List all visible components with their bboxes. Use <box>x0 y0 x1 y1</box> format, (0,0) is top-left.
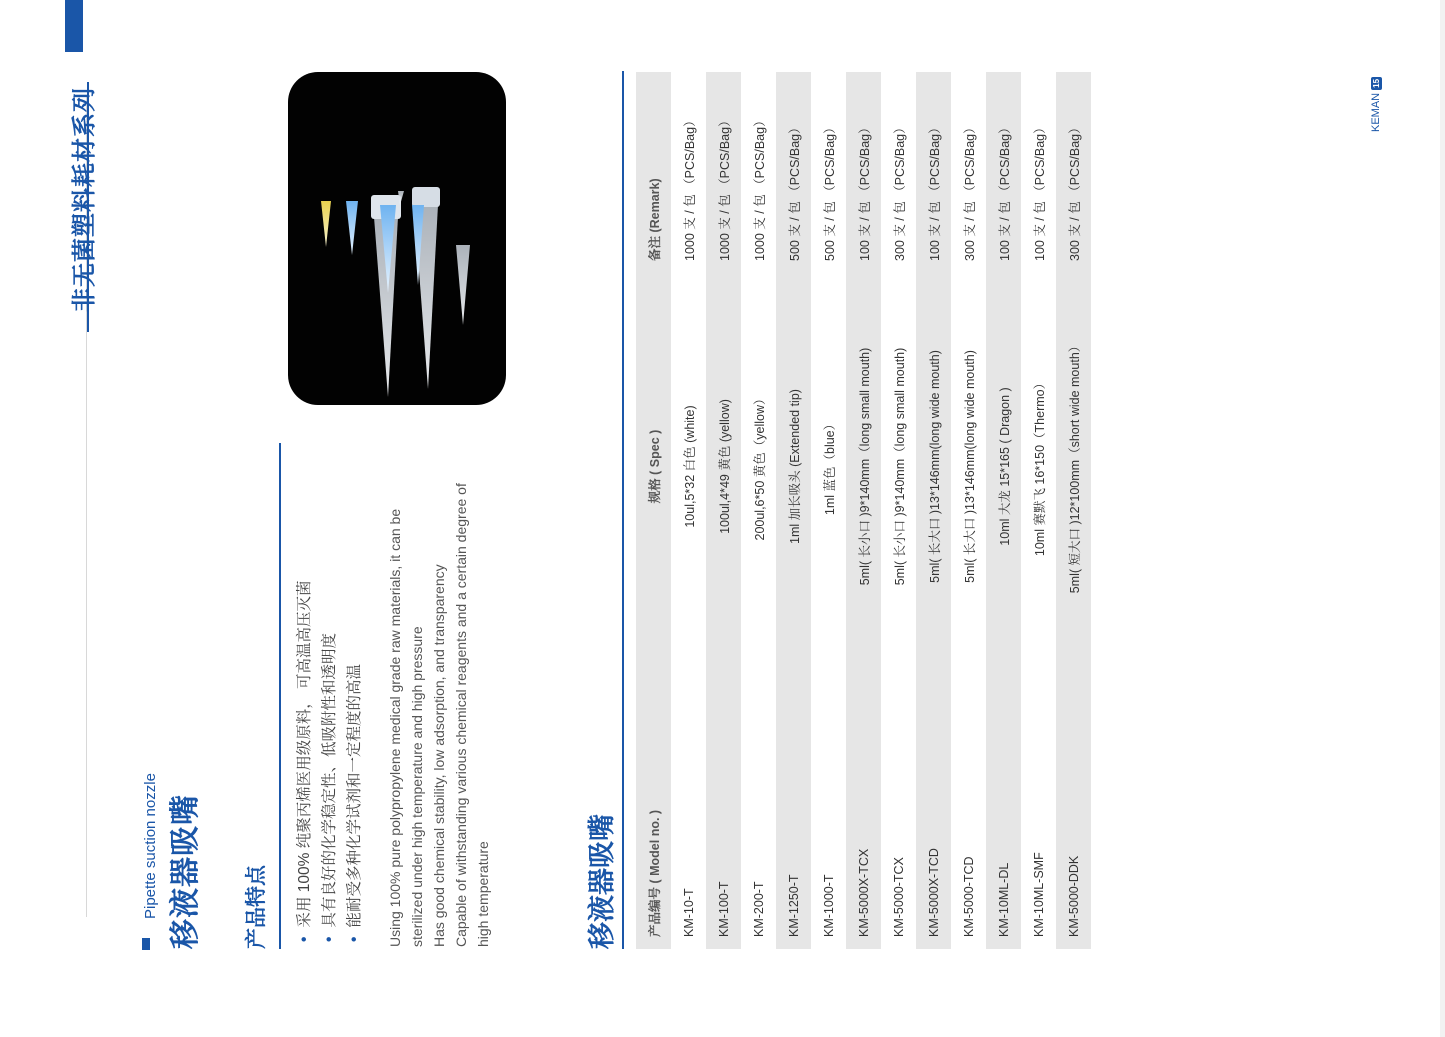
cell-remark: 500 支 / 包 （PCS/Bag） <box>822 121 837 261</box>
header-spec: 规格 ( Spec ) <box>647 429 662 504</box>
cell-model: KM-5000-DDK <box>1066 855 1081 937</box>
cell-remark: 300 支 / 包 （PCS/Bag） <box>962 121 977 261</box>
table-header-row <box>636 72 671 949</box>
table-row <box>741 72 776 949</box>
description-line: Has good chemical stability, low adsorption, and transparency <box>431 564 447 947</box>
feature-item: • 具有良好的化学稳定性、低吸附性和透明度 <box>317 580 342 942</box>
cell-remark: 500 支 / 包 （PCS/Bag） <box>787 121 802 261</box>
table-row <box>951 72 986 949</box>
cell-model: KM-5000X-TCD <box>926 848 941 937</box>
pipette-tip <box>321 201 331 247</box>
cell-model: KM-5000-TCD <box>961 856 976 937</box>
features-description-en <box>384 483 494 947</box>
product-name-en: Pipette suction nozzle <box>142 773 159 919</box>
corner-accent-block <box>65 0 83 52</box>
pipette-tips-illustration <box>288 72 506 405</box>
cell-model: KM-1000-T <box>821 874 836 937</box>
cell-model: KM-200-T <box>751 881 766 937</box>
cell-remark: 100 支 / 包 （PCS/Bag） <box>1032 121 1047 261</box>
pipette-tip <box>346 201 358 255</box>
cell-remark: 100 支 / 包 （PCS/Bag） <box>927 121 942 261</box>
cell-spec: 10ml 赛默飞 16*150（Thermo） <box>1032 376 1047 557</box>
cell-spec: 5ml( 短大口 )12*100mm（short wide mouth） <box>1067 339 1082 594</box>
cell-remark: 1000 支 / 包 （PCS/Bag） <box>752 114 767 261</box>
cell-spec: 200ul,6*50 黄色（yellow） <box>752 392 767 541</box>
cell-spec: 5ml( 长大口 )13*146mm(long wide mouth) <box>927 350 942 583</box>
description-line: sterilized under high temperature and high pressure <box>409 626 425 947</box>
product-photo <box>288 72 506 405</box>
feature-item: • 采用 100% 纯聚丙烯医用级原料， 可高温高压灭菌 <box>292 580 317 942</box>
features-rule <box>279 443 281 949</box>
cell-spec: 5ml( 长小口 )9*140mm（long small mouth) <box>857 347 872 586</box>
description-line: high temperature <box>475 841 491 947</box>
cell-model: KM-5000X-TCX <box>856 848 871 937</box>
table-row <box>776 72 811 949</box>
cell-model: KM-100-T <box>716 881 731 937</box>
feature-list <box>292 580 367 942</box>
table-row <box>706 72 741 949</box>
table-section-rule <box>622 71 624 949</box>
feature-item: • 能耐受多种化学试剂和一定程度的高温 <box>342 580 367 942</box>
cell-spec: 10ul,5*32 白色 (white) <box>682 405 697 528</box>
header-model: 产品编号 ( Model no. ) <box>647 809 662 937</box>
description-line: Using 100% pure polypropylene medical grade raw materials, it can be <box>387 508 403 947</box>
cell-model: KM-10ML-SMF <box>1031 852 1046 937</box>
cell-model: KM-10ML-DL <box>996 862 1011 937</box>
features-title: 产品特点 <box>245 865 268 949</box>
table-row <box>916 72 951 949</box>
table-row <box>881 72 916 949</box>
cell-spec: 100ul,4*49 黄色 (yellow) <box>717 399 732 534</box>
brand-name: KEMAN <box>1370 92 1382 132</box>
product-accent-bar <box>142 938 150 950</box>
cell-model: KM-1250-T <box>786 874 801 937</box>
cell-model: KM-5000-TCX <box>891 857 906 937</box>
cell-remark: 100 支 / 包 （PCS/Bag） <box>997 121 1012 261</box>
series-title: 非无菌塑料耗材系列 <box>71 87 98 312</box>
cell-spec: 10ml 大龙 15*165 ( Dragon ) <box>997 387 1012 546</box>
cell-model: KM-10-T <box>681 888 696 937</box>
table-row <box>1056 72 1091 949</box>
cell-spec: 1ml 加长吸头 (Extended tip) <box>787 389 802 544</box>
table-row <box>671 72 706 949</box>
cell-remark: 1000 支 / 包 （PCS/Bag） <box>717 114 732 261</box>
table-row <box>1021 72 1056 949</box>
pipette-tip-collar <box>412 187 440 207</box>
cell-remark: 300 支 / 包 （PCS/Bag） <box>892 121 907 261</box>
table-section-title: 移液器吸嘴 <box>587 814 617 949</box>
header-remark: 备注 (Remark) <box>647 178 662 261</box>
product-name-cn: 移液器吸嘴 <box>169 794 202 949</box>
page-number: 15 <box>1371 78 1381 88</box>
brand-mark <box>1370 77 1382 132</box>
cell-spec: 5ml( 长大口 )13*146mm(long wide mouth) <box>962 350 977 583</box>
table-row <box>986 72 1021 949</box>
cell-spec: 1ml 蓝色（blue） <box>822 417 837 516</box>
description-line: Capable of withstanding various chemical reagents and a certain degree of <box>453 483 469 947</box>
table-row <box>811 72 846 949</box>
product-table <box>636 72 1091 949</box>
cell-remark: 300 支 / 包 （PCS/Bag） <box>1067 121 1082 261</box>
cell-spec: 5ml( 长小口 )9*140mm（long small mouth) <box>892 347 907 586</box>
pipette-tip <box>456 245 470 325</box>
cell-remark: 1000 支 / 包 （PCS/Bag） <box>682 114 697 261</box>
cell-remark: 100 支 / 包 （PCS/Bag） <box>857 121 872 261</box>
table-row <box>846 72 881 949</box>
